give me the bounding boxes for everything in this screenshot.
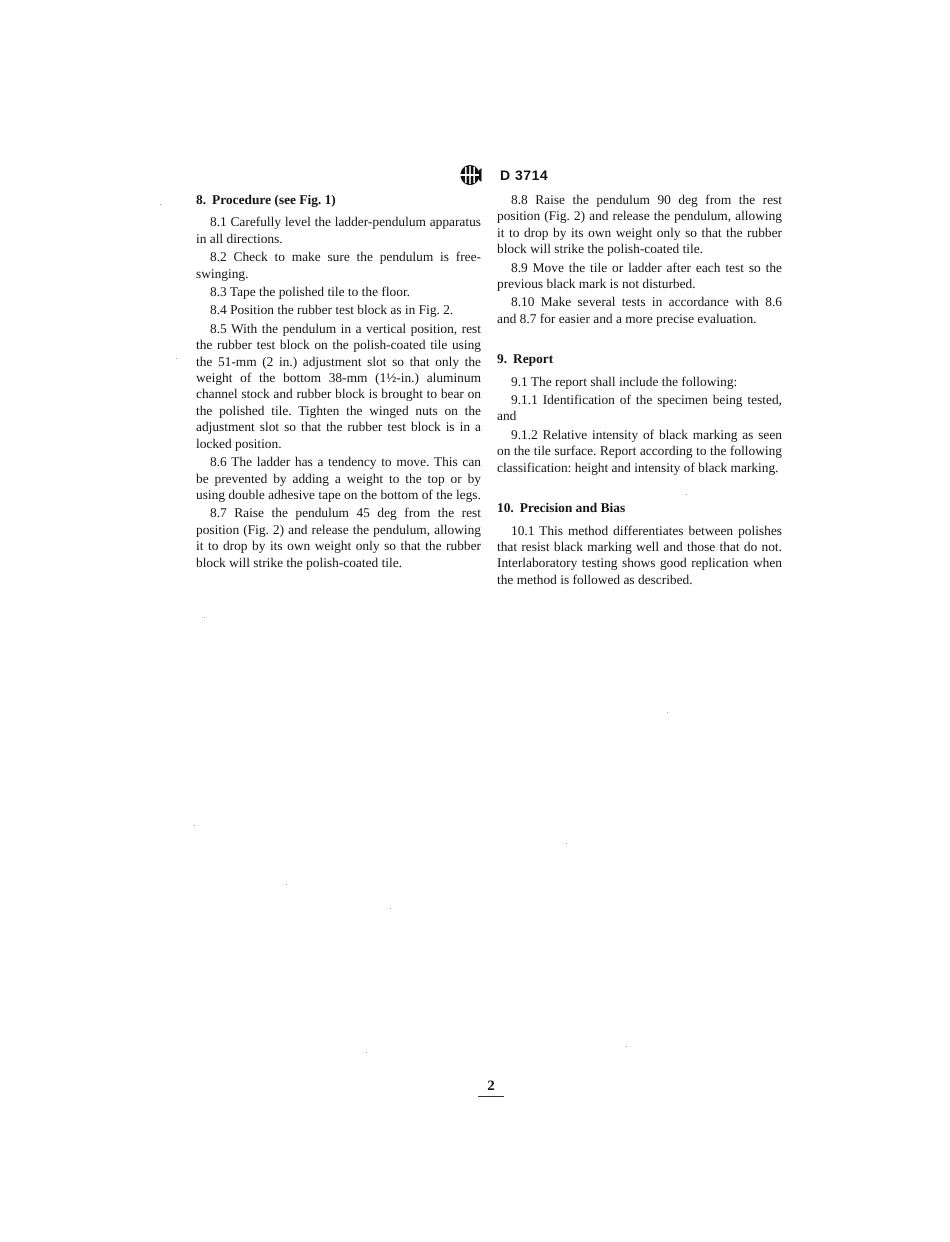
scan-speck [366, 1052, 367, 1053]
astm-logo-icon [458, 164, 482, 186]
section-9-heading: 9. Report [497, 351, 554, 367]
scan-speck [686, 494, 687, 495]
paragraph-9-1-2: 9.1.2 Relative intensity of black marking as seen on the tile surface. Report according to the following classification: height and intensity of black marking. [497, 426, 782, 475]
scan-speck [204, 617, 205, 618]
page-header [458, 164, 548, 186]
paragraph-8-3: 8.3 Tape the polished tile to the floor. [210, 284, 411, 300]
scan-speck [286, 884, 287, 885]
right-column [497, 192, 782, 590]
scan-speck [566, 843, 567, 844]
paragraph-9-1: 9.1 The report shall include the following: [511, 373, 738, 389]
paragraph-8-1: 8.1 Carefully level the ladder-pendulum apparatus in all directions. [196, 214, 481, 246]
page-number: 2 [478, 1078, 504, 1097]
paragraph-10-1: 10.1 This method differentiates between polishes that resist black marking well and those that do not. Interlaboratory testing shows good replication when the method is followed as described. [497, 522, 782, 587]
scan-speck [626, 1046, 627, 1047]
scan-speck [194, 825, 195, 826]
scan-speck [176, 358, 177, 359]
paragraph-9-1-1: 9.1.1 Identification of the specimen being tested, and [497, 392, 782, 424]
paragraph-8-5: 8.5 With the pendulum in a vertical position, rest the rubber test block on the polish-coated tile using the 51-mm (2 in.) adjustment slot so that only the weight of the bottom 38-mm (1½-in.) aluminum channel stock and rubber block is brought to bear on the polished tile. Tighten the winged nuts on the adjustment slot so that the rubber test block is in a locked position. [196, 320, 481, 451]
paragraph-8-10: 8.10 Make several tests in accordance with 8.6 and 8.7 for easier and a more precise evaluation. [497, 294, 782, 326]
paragraph-8-6: 8.6 The ladder has a tendency to move. This can be prevented by adding a weight to the top or by using double adhesive tape on the bottom of the legs. [196, 454, 481, 502]
paragraph-8-9: 8.9 Move the tile or ladder after each test so the previous black mark is not disturbed. [497, 259, 782, 292]
paragraph-8-8: 8.8 Raise the pendulum 90 deg from the rest position (Fig. 2) and release the pendulum, allowing it to drop by its own weight only so that the rubber block will strike the polish-coated tile. [497, 192, 782, 257]
scan-speck [160, 204, 161, 205]
paragraph-8-2: 8.2 Check to make sure the pendulum is free-swinging. [196, 249, 481, 281]
paragraph-8-4: 8.4 Position the rubber test block as in Fig. 2. [210, 302, 454, 318]
section-10-heading: 10. Precision and Bias [497, 500, 626, 516]
scan-speck [667, 712, 668, 713]
document-designation: D 3714 [500, 167, 549, 183]
scan-speck [390, 908, 391, 909]
left-column [196, 192, 481, 573]
section-8-heading: 8. Procedure (see Fig. 1) [196, 192, 336, 207]
paragraph-8-7: 8.7 Raise the pendulum 45 deg from the rest position (Fig. 2) and release the pendulum, allowing it to drop by its own weight only so that the rubber block will strike the polish-coated tile. [196, 505, 481, 570]
